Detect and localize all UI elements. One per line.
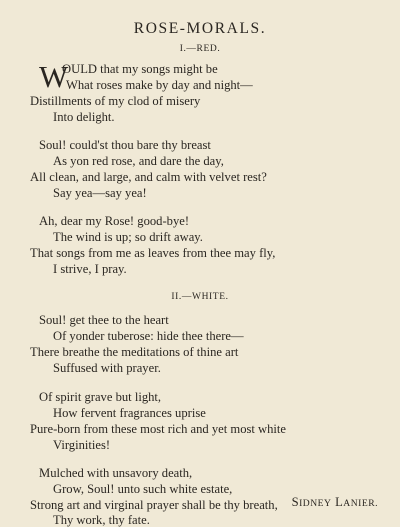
poem-line: The wind is up; so drift away.	[53, 230, 203, 244]
poem-line: I strive, I pray.	[53, 262, 127, 276]
poem-line: Thy work, thy fate.	[53, 513, 150, 527]
poem-line: Distillments of my clod of misery	[30, 94, 201, 108]
signature-smallcaps: ANIER.	[343, 498, 378, 509]
poem-line: Of yonder tuberose: hide thee there—	[53, 329, 244, 343]
signature-initial: L	[335, 495, 344, 509]
poem-line: That songs from me as leaves from thee may fly,	[30, 246, 276, 260]
poem-line: How fervent fragrances uprise	[53, 406, 206, 420]
section-heading-red: I.—RED.	[179, 44, 221, 54]
signature-smallcaps: IDNEY	[299, 498, 332, 509]
poem-line: Of spirit grave but light,	[39, 390, 162, 404]
poem-line: Strong art and virginal prayer shall be thy breath,	[30, 498, 278, 512]
poem-line: Mulched with unsavory death,	[39, 466, 193, 480]
poem-line: Into delight.	[53, 110, 115, 124]
poem-line: There breathe the meditations of thine art	[30, 345, 239, 359]
poem-line: Soul! could'st thou bare thy breast	[39, 138, 211, 152]
poem-line: Grow, Soul! unto such white estate,	[53, 482, 233, 496]
poem-line: Suffused with prayer.	[53, 361, 161, 375]
poem-line: Say yea—say yea!	[53, 186, 147, 200]
author-signature	[292, 495, 378, 510]
poem-line: OULD that my songs might be	[62, 62, 218, 76]
signature-initial: S	[291, 495, 300, 509]
poem-line: What roses make by day and night—	[66, 78, 253, 92]
poem-title: ROSE-MORALS.	[133, 20, 267, 37]
section-heading-white: II.—WHITE.	[171, 292, 229, 302]
poem-line: Virginities!	[53, 438, 111, 452]
poem-line: Soul! get thee to the heart	[39, 313, 169, 327]
poem-line: Ah, dear my Rose! good-bye!	[39, 214, 190, 228]
poem-line: As yon red rose, and dare the day,	[53, 154, 224, 168]
poem-line: Pure-born from these most rich and yet most white	[30, 422, 287, 436]
drop-cap: W	[39, 59, 69, 94]
poem-line: All clean, and large, and calm with velvet rest?	[30, 170, 267, 184]
